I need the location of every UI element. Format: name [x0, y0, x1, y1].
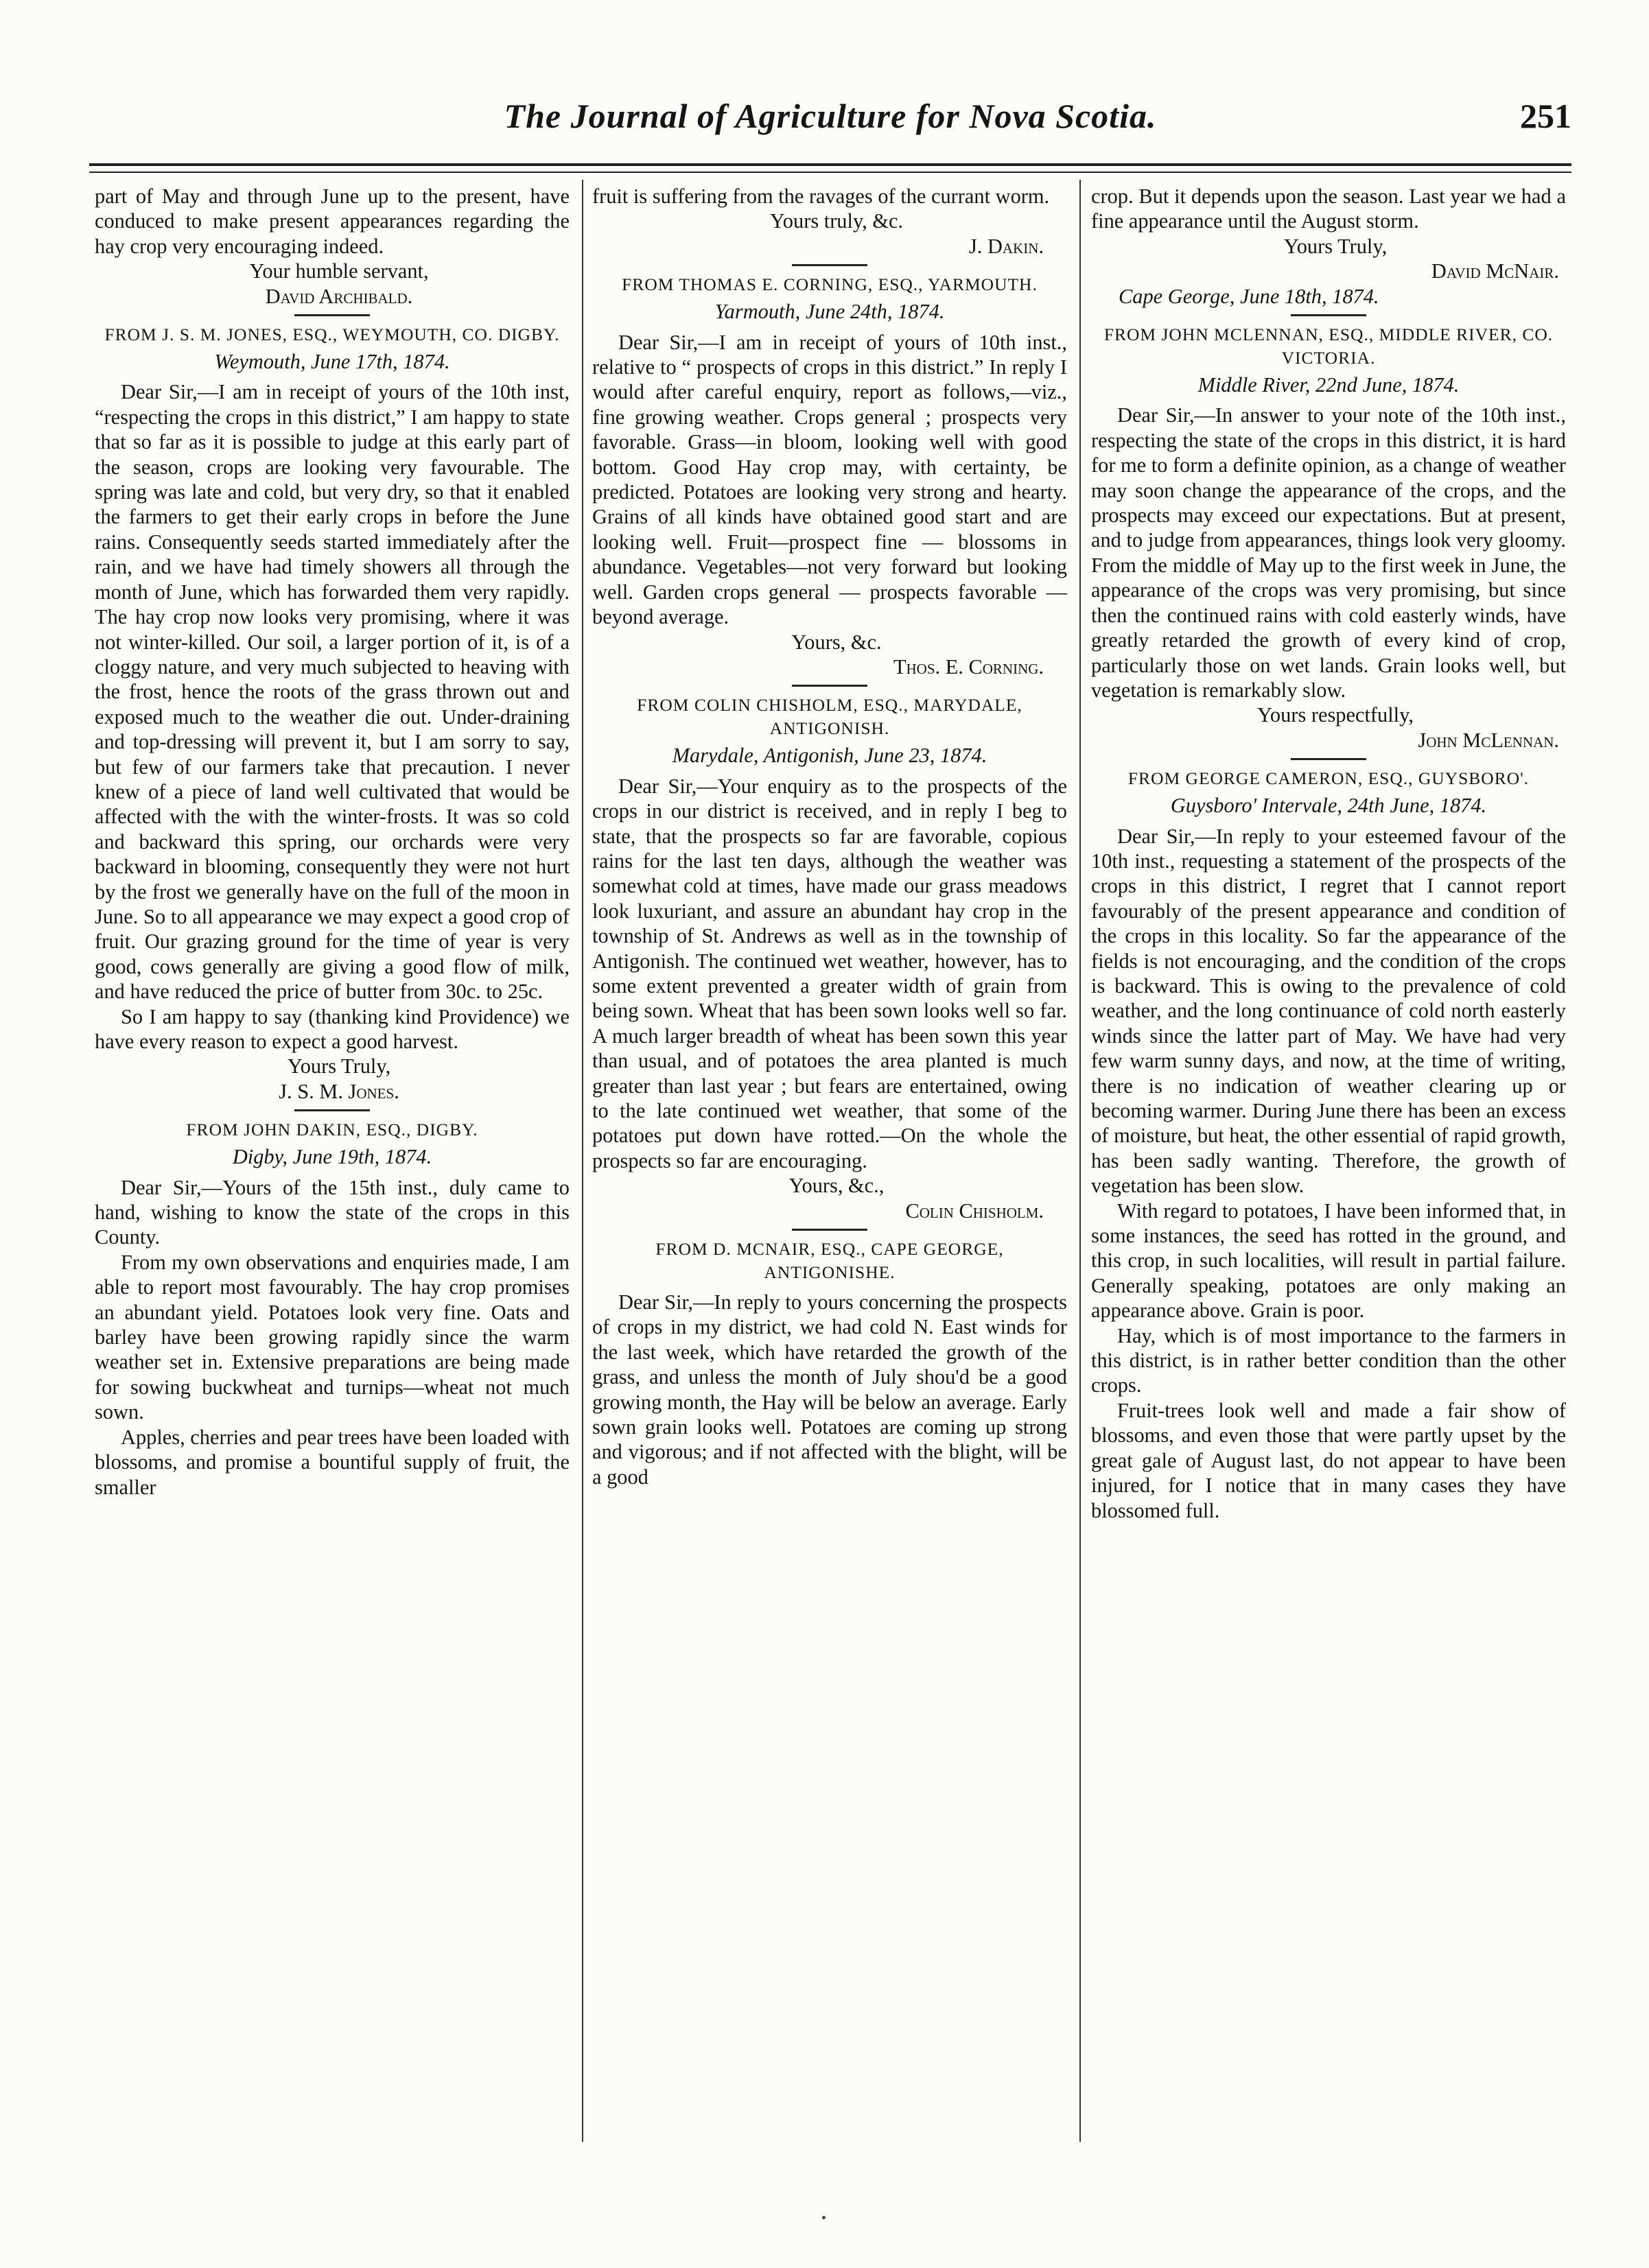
column-3 — [1091, 184, 1566, 1523]
letter-dateline: Digby, June 19th, 1874. — [232, 1145, 432, 1169]
paragraph: Dear Sir,—Yours of the 15th inst., duly came to hand, wishing to know the state of the crops in this County. — [95, 1175, 570, 1249]
letter-heading: FROM J. S. M. JONES, ESQ., WEYMOUTH, CO. DIGBY. — [104, 324, 560, 345]
section-rule — [792, 264, 867, 266]
paragraph: So I am happy to say (thanking kind Providence) we have every reason to expect a good harvest. — [95, 1004, 570, 1053]
column-divider-1 — [582, 180, 583, 2142]
paragraph: fruit is suffering from the ravages of the currant worm. — [592, 185, 1050, 208]
letter-closing: Yours respectfully, — [1257, 703, 1414, 727]
letter-signature: John McLennan. — [1418, 728, 1559, 752]
letter-closing: Yours, &c. — [791, 630, 882, 654]
paragraph: Hay, which is of most importance to the farmers in this district, is in rather better condition than the other crops. — [1091, 1323, 1566, 1397]
letter-heading: FROM COLIN CHISHOLM, ESQ., MARYDALE, ANTIGONISH. — [637, 695, 1022, 739]
section-rule — [792, 685, 867, 687]
section-rule — [294, 1109, 370, 1111]
letter-heading: FROM THOMAS E. CORNING, ESQ., YARMOUTH. — [622, 274, 1038, 295]
letter-dateline: Marydale, Antigonish, June 23, 1874. — [672, 744, 987, 768]
column-divider-2 — [1079, 180, 1081, 2142]
paragraph: part of May and through June up to the present, have conduced to make present appearances regarding the hay crop very encouraging indeed. — [95, 185, 570, 258]
letter-heading: FROM D. MCNAIR, ESQ., CAPE GEORGE, ANTIGONISHE. — [655, 1239, 1004, 1283]
letter-signature: Thos. E. Corning. — [893, 654, 1044, 678]
print-speck — [822, 2216, 826, 2219]
paragraph: Dear Sir,—I am in receipt of yours of 10th inst., relative to “ prospects of crops in this district.” In reply I would after careful enquiry, report as follows,—viz., fine growing weather. Crops general ; prospects very favorable. Grass—in bloom, looking well with good bottom. Good Hay crop may, with certainty, be predicted. Potatoes are looking very strong and hearty. Grains of all kinds have obtained good start and are looking well. Fruit—prospect fine — blossoms in abundance. Vegetables—not very forward but looking well. Garden crops general — prospects favorable — beyond average. — [592, 330, 1067, 629]
letter-signature: David McNair. — [1431, 259, 1559, 283]
page-number: 251 — [1520, 97, 1571, 135]
paragraph: From my own observations and enquiries made, I am able to report most favourably. The hay crop promises an abundant yield. Potatoes look very fine. Oats and barley have been growing rapidly since the warm weather set in. Extensive preparations are being made for sowing buckwheat and turnips—wheat not much sown. — [95, 1250, 570, 1424]
journal-title: The Journal of Agriculture for Nova Scotia. — [504, 97, 1157, 135]
letter-closing: Yours truly, &c. — [769, 209, 904, 233]
letter-closing: Yours Truly, — [287, 1054, 391, 1078]
page-header — [89, 96, 1571, 151]
section-rule — [294, 314, 370, 316]
letter-dateline: Cape George, June 18th, 1874. — [1119, 284, 1379, 308]
paragraph: Dear Sir,—In reply to your esteemed favour of the 10th inst., requesting a statement of the prospects of the crops in this district, I regret that I cannot report favourably of the present appearance and condition of the crops in this locality. So far the appearance of the fields is not encouraging, and the condition of the crops is backward. This is owing to the prevalence of cold weather, and the long continuance of cold north easterly winds since the latter part of May. We have had very few warm sunny days, and now, at the time of writing, there is no indication of weather clearing up or becoming warmer. During June there has been an excess of moisture, but heat, the other essential of rapid growth, has been sadly wanting. Therefore, the growth of vegetation has been slow. — [1091, 824, 1566, 1198]
column-2 — [592, 184, 1067, 1489]
letter-dateline: Yarmouth, June 24th, 1874. — [714, 300, 945, 324]
letter-signature: David Archibald. — [265, 284, 413, 308]
section-rule — [1291, 758, 1366, 760]
letter-signature: J. Dakin. — [968, 234, 1044, 258]
letter-closing: Your humble servant, — [249, 259, 429, 283]
letter-heading: FROM GEORGE CAMERON, ESQ., GUYSBORO'. — [1127, 768, 1530, 789]
paragraph: With regard to potatoes, I have been informed that, in some instances, the seed has rotted in the ground, and this crop, in such localities, will result in partial failure. Generally speaking, potatoes are only making an appearance above. Grain is poor. — [1091, 1198, 1566, 1323]
letter-dateline: Middle River, 22nd June, 1874. — [1197, 373, 1460, 397]
section-rule — [1291, 314, 1366, 316]
letter-closing: Yours Truly, — [1283, 234, 1388, 258]
header-rule-thin — [89, 172, 1571, 173]
letter-heading: FROM JOHN DAKIN, ESQ., DIGBY. — [186, 1120, 478, 1140]
paragraph: Apples, cherries and pear trees have been loaded with blossoms, and promise a bountiful supply of fruit, the smaller — [95, 1425, 570, 1499]
paragraph: Dear Sir,—In answer to your note of the 10th inst., respecting the state of the crops in this district, it is hard for me to form a definite opinion, as a change of weather may soon change the appearance of the crops, and the prospects may exceed our expectations. But at present, and to judge from appearances, things look very gloomy. From the middle of May up to the first week in June, the appearance of the crops was very promising, but since then the continued rains with cold easterly winds, have greatly retarded the growth of every kind of crop, particularly those on wet lands. Grain looks well, but vegetation is remarkably slow. — [1091, 403, 1566, 702]
letter-heading: FROM JOHN MCLENNAN, ESQ., MIDDLE RIVER, CO. VICTORIA. — [1103, 324, 1554, 368]
letter-dateline: Guysboro' Intervale, 24th June, 1874. — [1170, 794, 1487, 818]
letter-closing: Yours, &c., — [788, 1174, 885, 1198]
column-1 — [95, 184, 570, 1500]
letter-dateline: Weymouth, June 17th, 1874. — [214, 350, 450, 374]
paragraph: Fruit-trees look well and made a fair show of blossoms, and even those that were partly upset by the great gale of August last, do not appear to have been injured, for I notice that in many cases they have blossomed full. — [1091, 1398, 1566, 1522]
letter-signature: Colin Chisholm. — [905, 1198, 1044, 1222]
paragraph: Dear Sir,—I am in receipt of yours of the 10th inst, “respecting the crops in this district,” I am happy to state that so far as it is possible to judge at this early part of the season, crops are looking very favourable. The spring was late and cold, but very dry, so that it enabled the farmers to get their early crops in before the June rains. Consequently seeds started immediately after the rain, and we have had timely showers all through the month of June, which has forwarded them very rapidly. The hay crop now looks very promising, where it was not winter-killed. Our soil, a larger portion of it, is of a cloggy nature, and very much subjected to heaving with the frost, hence the roots of the grass thrown out and exposed much to the weather die out. Under-draining and top-dressing will prevent it, but I am sorry to say, but few of our farmers take that precaution. I never knew of a piece of land well cultivated that would be affected with the with the winter-frosts. It was so cold and backward this spring, our orchards were very backward in blooming, consequently they were not hurt by the frost we generally have on the full of the moon in June. So to all appearance we may expect a good crop of fruit. Our grazing ground for the time of year is very good, cows generally are giving a good flow of milk, and have reduced the price of butter from 30c. to 25c. — [95, 380, 570, 1004]
paragraph: Dear Sir,—Your enquiry as to the prospects of the crops in our district is received, and in reply I beg to state, that the prospects so far are favorable, copious rains for the last ten days, although the weather was somewhat cold at times, have made our grass meadows look luxuriant, and assure an abundant hay crop in the township of St. Andrews as well as in the township of Antigonish. The continued wet weather, however, has to some extent prevented a greater width of grain from being sown. Wheat that has been sown looks well so far. A much larger breadth of wheat has been sown this year than usual, and of potatoes the area planted is much greater than last year ; but fears are entertained, owing to the late continued wet weather, that some of the potatoes put down have rotted.—On the whole the prospects so far are encouraging. — [592, 774, 1067, 1172]
letter-signature: J. S. M. Jones. — [279, 1079, 399, 1103]
paragraph: Dear Sir,—In reply to yours concerning the prospects of crops in my district, we had cold N. East winds for the last week, which have retarded the growth of the grass, and unless the month of July shou'd be a good growing month, the Hay will be below an average. Early sown grain looks well. Potatoes are coming up strong and vigorous; and if not affected with the blight, will be a good — [592, 1290, 1067, 1489]
section-rule — [792, 1229, 867, 1231]
header-rule-thick — [89, 163, 1571, 166]
paragraph: crop. But it depends upon the season. Last year we had a fine appearance until the August storm. — [1091, 185, 1566, 233]
